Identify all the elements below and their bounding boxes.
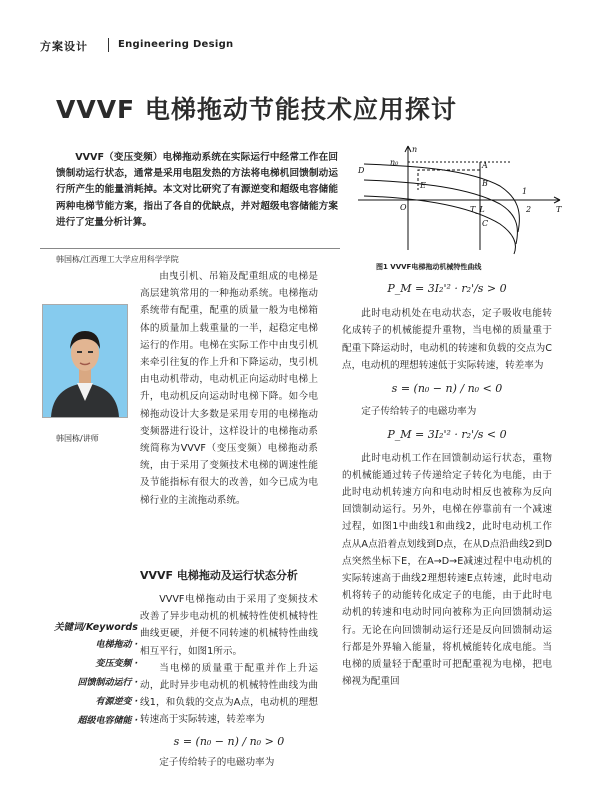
author-affiliation: 韩国栋/江西理工大学应用科学学院: [56, 255, 179, 264]
label-origin: O: [400, 203, 407, 212]
characteristic-curve-3: [364, 196, 515, 254]
keyword-item: 回馈制动运行 ·: [77, 678, 138, 688]
abstract: VVVF（变压变频）电梯拖动系统在实际运行中经常工作在回馈制动运行状态，通常是采用电阻发热的方法将电梯机回馈制动运行所产生的能量消耗掉。本文对比研究了有源逆变和超级电容储能两种电梯节能方案，指出了各自的优缺点，并对超级电容储能方案进行了定量分析计算。: [56, 152, 338, 228]
paragraph: 当电梯的质量重于配重并作上升运动，此时异步电动机的机械特性曲线为曲线1，和负载的交点为A点，电动机的理想转速高于实际转速，转差率为: [140, 662, 318, 726]
equation-slip-positive: s = (n₀ − n) / n₀ > 0: [173, 734, 285, 748]
article-title: VVVF 电梯拖动节能技术应用探讨: [56, 95, 457, 124]
equation-slip-negative: s = (n₀ − n) / n₀ < 0: [391, 382, 503, 396]
mechanical-characteristic-figure: [350, 140, 570, 258]
figure-caption: 图1 VVVF电梯拖动机械特性曲线: [376, 263, 482, 271]
equation-power-positive: P_M = 3I₂'² · r₂'/s > 0: [387, 282, 507, 295]
keyword-item: 变压变频 ·: [95, 659, 138, 669]
section-english-label: Engineering Design: [118, 39, 234, 50]
section-label: 方案设计: [40, 40, 88, 53]
section-heading: VVVF 电梯拖动及运行状态分析: [140, 569, 298, 582]
column-2: [342, 276, 552, 690]
paragraph: 此时电动机处在电动状态，定子吸收电能转化成转子的机械能提升重物，当电梯的质量重于配重下降运动时，电动机的转速和负载的交点为C点，电动机的理想转速低于实际转速，转差率为: [342, 308, 552, 371]
label-TL: T_L: [470, 205, 485, 214]
label-T: T: [556, 205, 562, 214]
label-D: D: [358, 166, 365, 175]
photo-caption: 韩国栋/讲师: [56, 434, 99, 443]
characteristic-curve-2: [364, 180, 517, 244]
paragraph: 定子传给转子的电磁功率为: [159, 756, 275, 768]
author-photo: [42, 304, 128, 418]
label-C: C: [482, 219, 489, 228]
label-n0: n₀: [390, 158, 399, 167]
label-curve-1: 1: [522, 187, 528, 196]
paragraph: 此时电动机工作在回馈制动运行状态，重物的机械能通过转子传递给定子转化为电能，由于此时电动机转速方向和电动时相反也被称为反向回馈制动运行。另外，电梯在停靠前有一个减速过程，如图1中曲线1和曲线2，此时电动机工作点从A点沿着点划线到D点，在从D点沿曲线2到D点突然坐标下E，在A→D→E减速过程中电动机的实际转速高于曲线2理想转速E点转速，此时电动机将转子的动能转化成定子的电能，由于此时电动机的转速和电动时同向被称为正向回馈制动运行。无论在向回馈制动运行还是反向回馈制动运行都是外界输入能量，将机械能转化成电能。当电梯的质量轻于配重时可把配重视为电梯，把电梯视为配重回: [342, 452, 552, 688]
label-A: A: [482, 161, 488, 170]
keyword-item: 有源逆变 ·: [95, 697, 138, 707]
keywords-heading: 关键词/Keywords: [54, 622, 138, 633]
author-portrait-image: [43, 305, 127, 417]
label-curve-2: 2: [526, 205, 532, 214]
keyword-item: 电梯拖动 ·: [95, 640, 138, 650]
intro-paragraph: 由曳引机、吊箱及配重组成的电梯是高层建筑常用的一种拖动系统。电梯拖动系统带有配重，配重的质量一般为电梯箱体的质量加上载重量的一半，起稳定电梯运行的作用。电梯在实际工作中由曳引机来牵引往复的作上升和下降运动，曳引机由电动机带动，电动机正向运动时电梯上升，电动机反向运动时电梯下降。如今电梯拖动设计大多数是采用专用的电梯拖动变频器进行设计，这样设计的电梯拖动系统简称为VVVF（变压变频）电梯拖动系统，由于采用了变频技术电梯的调速性能及节能指标有很大的改善，如今已成为电梯行业的主流拖动系统。: [140, 271, 318, 506]
label-n: n: [412, 145, 418, 154]
deceleration-path: [418, 170, 480, 190]
paragraph: VVVF电梯拖动由于采用了变频技术改善了异步电动机的机械特性使机械特性曲线更硬，并便不同转速的机械特性曲线相互平行，如图1所示。: [140, 594, 318, 657]
abstract-divider: [40, 248, 340, 249]
header-divider: [108, 38, 109, 52]
label-B: B: [482, 179, 488, 188]
keyword-item: 超级电容储能 ·: [77, 716, 138, 726]
equation-power-negative: P_M = 3I₂'² · r₂'/s < 0: [387, 428, 507, 442]
label-E: E: [420, 181, 426, 190]
paragraph: 定子传给转子的电磁功率为: [361, 406, 477, 418]
section-body: [140, 591, 318, 771]
